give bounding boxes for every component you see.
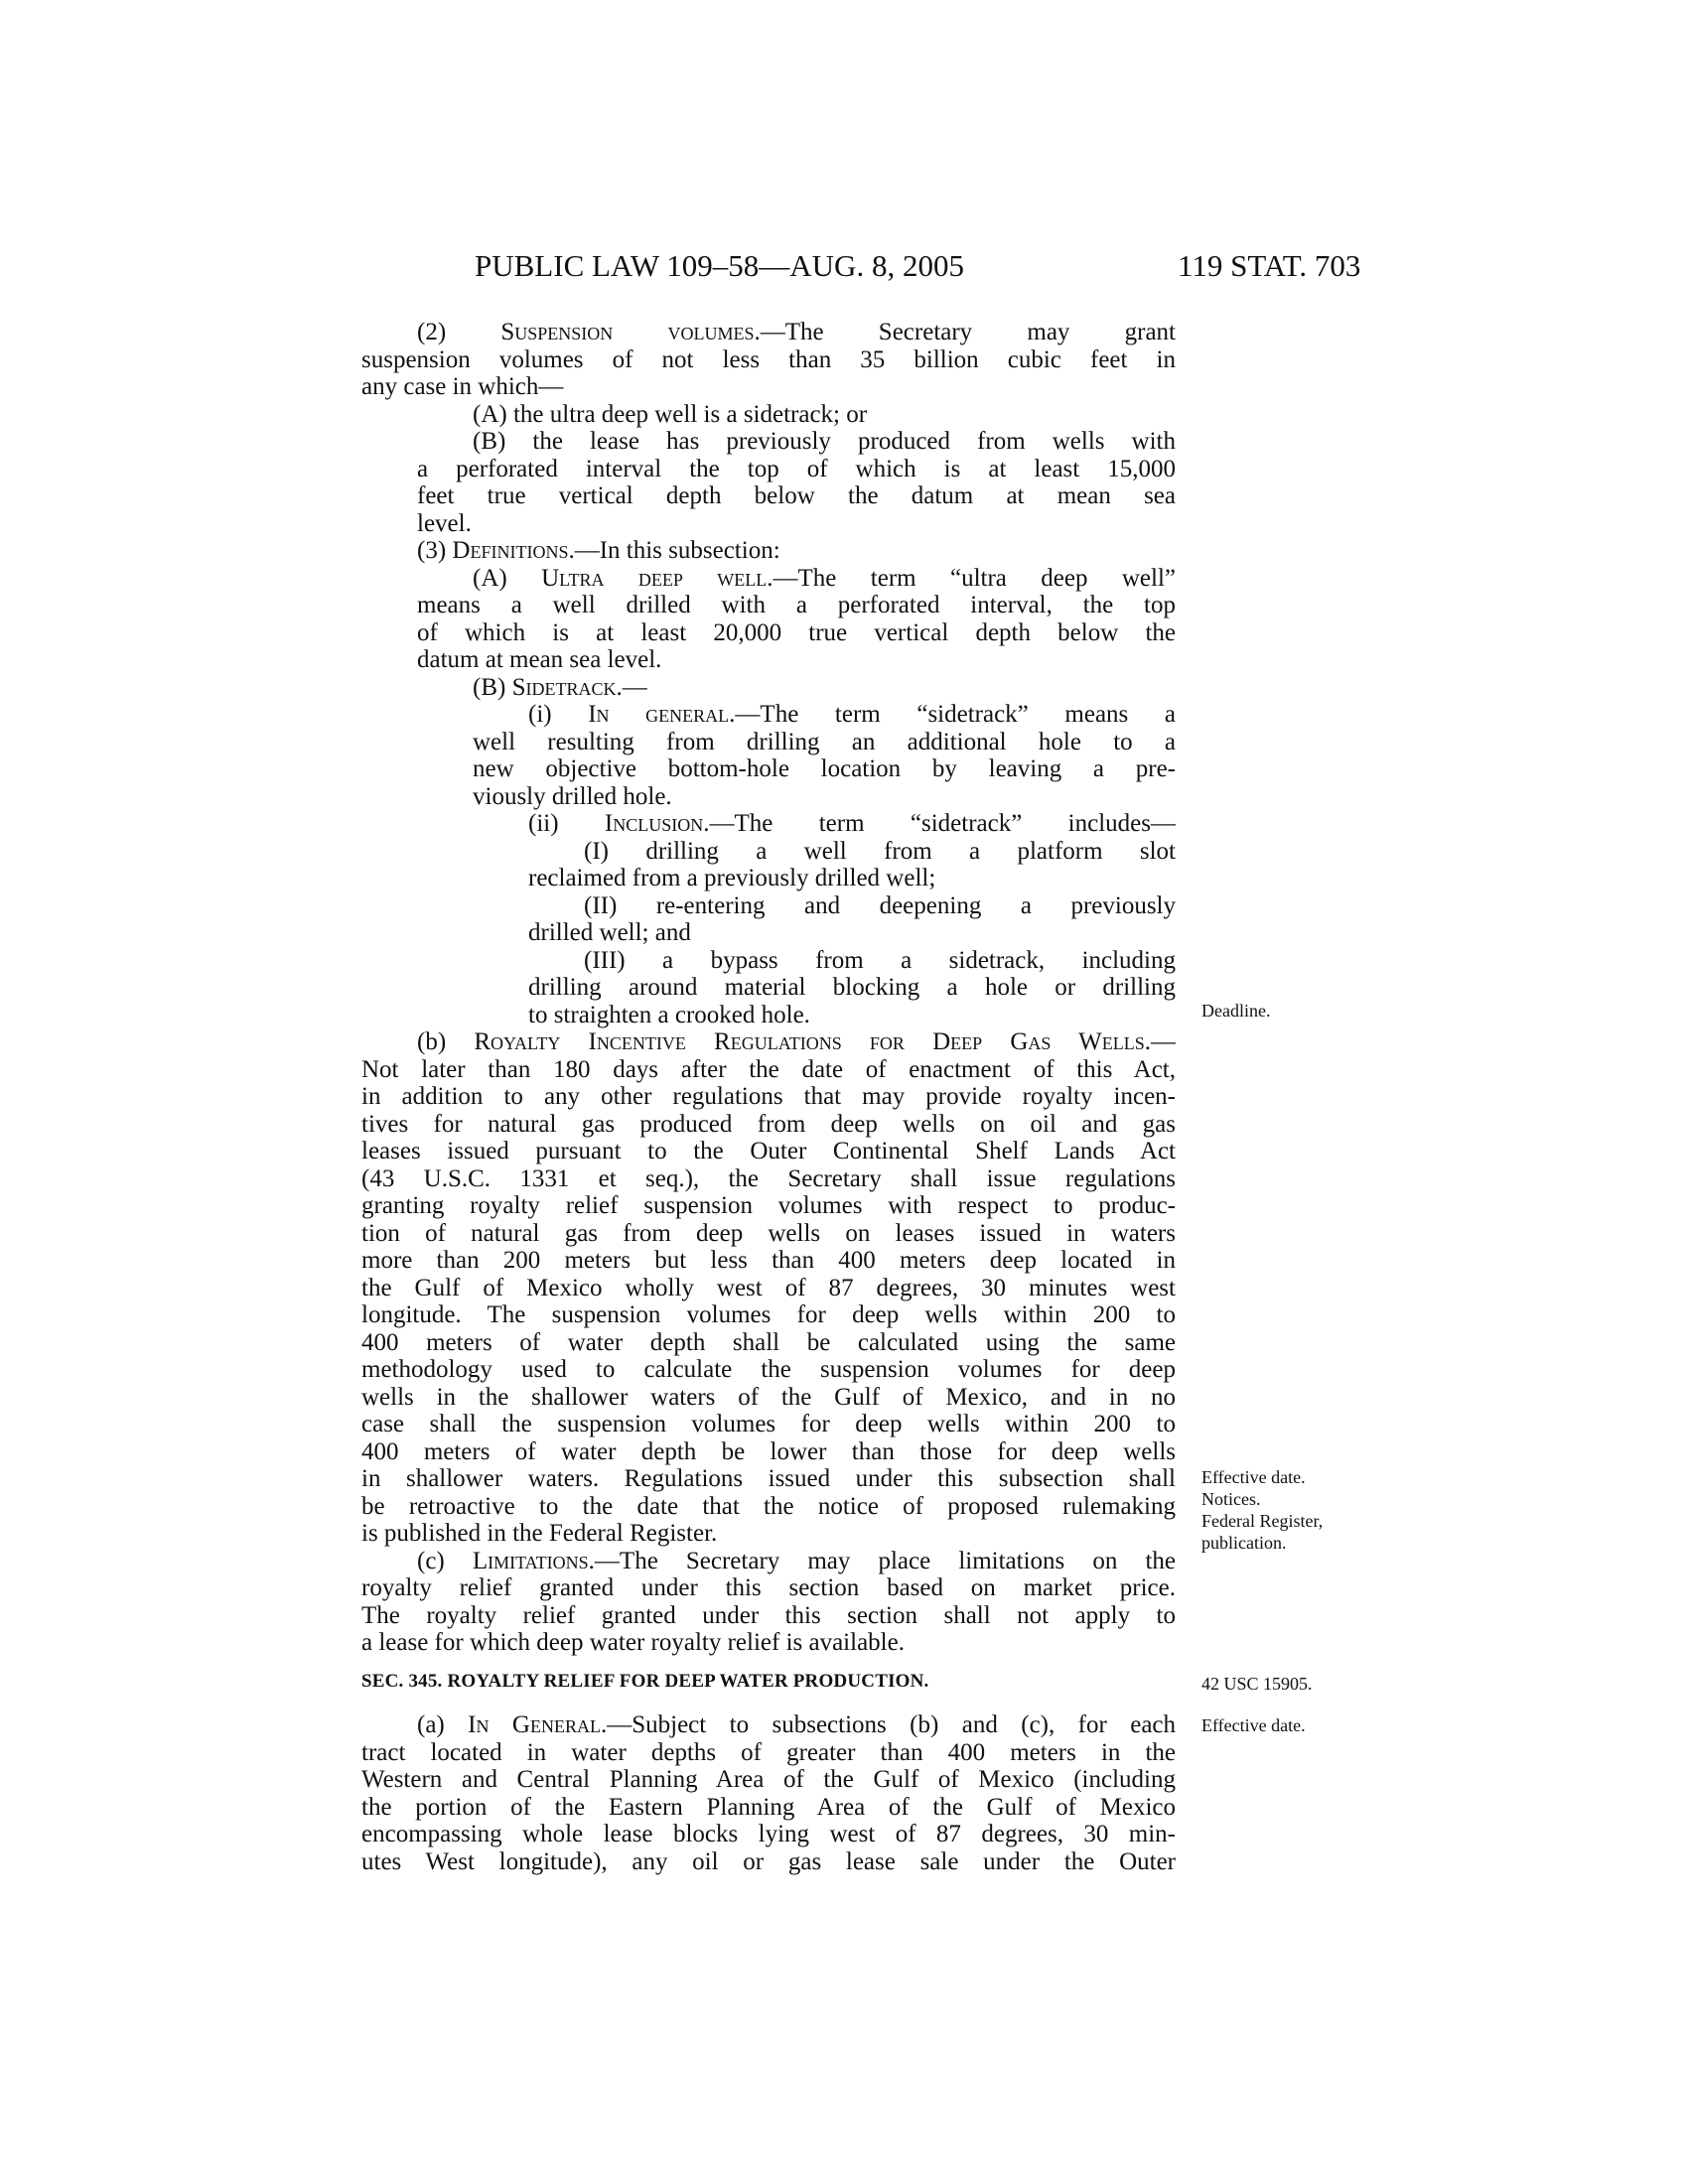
text-line xyxy=(361,1165,1176,1193)
text-line xyxy=(584,892,1176,920)
running-header-title: PUBLIC LAW 109–58—AUG. 8, 2005 xyxy=(475,248,964,283)
text-run: tives for natural gas produced from deep wells on oil and gas xyxy=(361,1110,1176,1138)
text-line xyxy=(361,1739,1176,1767)
text-line xyxy=(361,346,1176,374)
text-run: .—The term “sidetrack” means a xyxy=(729,701,1176,728)
text-run: well resulting from drilling an additional hole to a xyxy=(473,728,1176,755)
text-line xyxy=(417,319,1176,346)
text-run: the portion of the Eastern Planning Area of the Gulf of Mexico xyxy=(361,1793,1176,1821)
text-line xyxy=(528,1002,810,1029)
text-line xyxy=(417,1711,1176,1739)
text-run: to straighten a crooked hole. xyxy=(528,1001,810,1028)
text-run: (c) xyxy=(417,1547,473,1574)
small-caps-heading: Suspension volumes xyxy=(500,319,755,345)
text-line xyxy=(361,1794,1176,1822)
text-run: encompassing whole lease blocks lying west of 87 degrees, 30 min- xyxy=(361,1821,1176,1847)
text-run: .—The Secretary may grant xyxy=(754,319,1176,345)
text-run: (i) xyxy=(528,701,589,728)
text-run: of which is at least 20,000 true vertical depth below the xyxy=(417,618,1176,646)
text-run: is published in the Federal Register. xyxy=(361,1520,718,1547)
text-line xyxy=(417,1028,1176,1056)
text-run: .— xyxy=(1144,1028,1176,1055)
text-line xyxy=(417,537,780,565)
text-line xyxy=(361,1493,1176,1521)
text-run: wells in the shallower waters of the Gulf of Mexico, and in no xyxy=(361,1383,1176,1411)
text-line xyxy=(417,619,1176,647)
text-line xyxy=(361,1138,1176,1165)
text-line xyxy=(528,810,1176,838)
text-run: (2) xyxy=(417,319,501,345)
text-line xyxy=(361,1848,1176,1876)
small-caps-heading: Royalty Incentive Regulations for Deep Gas Wells xyxy=(474,1028,1145,1055)
text-run: the Gulf of Mexico wholly west of 87 degrees, 30 minutes west xyxy=(361,1274,1176,1301)
margin-note-federal-register: Federal Register, xyxy=(1201,1511,1324,1531)
text-line xyxy=(417,510,472,538)
text-line xyxy=(361,1301,1176,1329)
text-run: means a well drilled with a perforated interval, the top xyxy=(417,592,1176,618)
text-run: (II) re-entering and deepening a previously xyxy=(584,891,1176,919)
text-run: more than 200 meters but less than 400 meters deep located in xyxy=(361,1247,1176,1274)
text-line xyxy=(361,1574,1176,1602)
small-caps-heading: Ultra deep well xyxy=(541,564,768,592)
text-run: .— xyxy=(616,673,647,701)
page-number: 119 STAT. 703 xyxy=(1178,248,1361,283)
text-run: (3) xyxy=(417,537,453,564)
small-caps-heading: In general xyxy=(588,701,730,728)
text-run: any case in which— xyxy=(361,373,564,400)
text-line xyxy=(417,482,1176,510)
text-line xyxy=(361,1602,1176,1630)
text-line xyxy=(584,838,1176,866)
text-run: leases issued pursuant to the Outer Continental Shelf Lands Act xyxy=(361,1138,1176,1164)
text-line xyxy=(361,1520,717,1548)
text-run: .—In this subsection: xyxy=(568,537,780,564)
text-line xyxy=(473,674,647,702)
text-run: (A) the ultra deep well is a sidetrack; or xyxy=(473,400,868,428)
text-line xyxy=(528,701,1176,729)
text-line xyxy=(528,974,1176,1002)
margin-note-publication: publication. xyxy=(1201,1533,1287,1553)
text-run: suspension volumes of not less than 35 billion cubic feet in xyxy=(361,345,1176,373)
text-run: longitude. The suspension volumes for deep wells within 200 to xyxy=(361,1301,1176,1328)
text-line xyxy=(361,1275,1176,1302)
text-line xyxy=(473,755,1176,783)
text-line xyxy=(361,1465,1176,1493)
text-run: (A) xyxy=(473,564,542,592)
text-run: in shallower waters. Regulations issued under this subsection shall xyxy=(361,1465,1176,1492)
text-line xyxy=(361,1247,1176,1275)
text-line xyxy=(361,1083,1176,1111)
text-line xyxy=(528,919,691,947)
text-line xyxy=(417,646,661,674)
text-run: utes West longitude), any oil or gas lease sale under the Outer xyxy=(361,1847,1176,1875)
margin-note-usc-citation: 42 USC 15905. xyxy=(1201,1674,1313,1694)
margin-note-deadline: Deadline. xyxy=(1201,1001,1271,1021)
text-run: feet true vertical depth below the datum at mean sea xyxy=(417,482,1176,509)
text-run: drilling around material blocking a hole or drilling xyxy=(528,974,1176,1001)
text-run: datum at mean sea level. xyxy=(417,646,662,673)
text-run: (III) a bypass from a sidetrack, including xyxy=(584,946,1176,974)
small-caps-heading: Inclusion xyxy=(604,810,704,837)
text-run: (ii) xyxy=(528,810,605,837)
text-line xyxy=(528,865,935,892)
text-line xyxy=(361,373,563,401)
text-run: (I) drilling a well from a platform slot xyxy=(584,837,1176,865)
text-run: (a) xyxy=(417,1711,469,1738)
text-run: Not later than 180 days after the date of enactment of this Act, xyxy=(361,1055,1176,1083)
text-line xyxy=(473,428,1176,456)
text-line xyxy=(473,729,1176,756)
text-line xyxy=(361,1766,1176,1794)
text-line xyxy=(361,1438,1176,1466)
text-run: in addition to any other regulations that may provide royalty incen- xyxy=(361,1083,1176,1110)
text-line xyxy=(473,783,672,811)
text-run: .—The Secretary may place limitations on the xyxy=(588,1547,1176,1574)
text-line xyxy=(417,592,1176,619)
text-run: .—Subject to subsections (b) and (c), for each xyxy=(600,1711,1176,1738)
text-run: viously drilled hole. xyxy=(473,782,672,810)
text-run: a lease for which deep water royalty relief is available. xyxy=(361,1629,905,1656)
small-caps-heading: In General xyxy=(468,1711,601,1738)
text-run: Western and Central Planning Area of the Gulf of Mexico (including xyxy=(361,1766,1176,1793)
text-run: (43 U.S.C. 1331 et seq.), the Secretary shall issue regulations xyxy=(361,1164,1176,1192)
text-run: (B) the lease has previously produced from wells with xyxy=(473,428,1176,455)
text-line xyxy=(361,1056,1176,1084)
small-caps-heading: Definitions xyxy=(452,537,569,564)
text-run: (B) xyxy=(473,673,512,701)
text-line xyxy=(417,456,1176,483)
text-line xyxy=(417,1548,1176,1575)
text-run: level. xyxy=(417,509,472,537)
text-run: drilled well; and xyxy=(528,919,691,946)
text-line xyxy=(361,1384,1176,1412)
text-run: royalty relief granted under this section based on market price. xyxy=(361,1574,1176,1601)
text-line xyxy=(361,1411,1176,1438)
text-run: 400 meters of water depth be lower than those for deep wells xyxy=(361,1437,1176,1465)
text-line xyxy=(361,1629,905,1657)
text-line xyxy=(473,565,1176,593)
text-run: (b) xyxy=(417,1028,475,1055)
text-line xyxy=(361,1356,1176,1384)
text-line xyxy=(361,1192,1176,1220)
text-run: reclaimed from a previously drilled well; xyxy=(528,865,936,891)
margin-note-effective-date-2: Effective date. xyxy=(1201,1715,1306,1735)
text-run: case shall the suspension volumes for deep wells within 200 to xyxy=(361,1411,1176,1437)
text-line xyxy=(584,947,1176,975)
margin-note-notices: Notices. xyxy=(1201,1489,1261,1509)
text-run: The royalty relief granted under this section shall not apply to xyxy=(361,1601,1176,1629)
small-caps-heading: Sidetrack xyxy=(511,673,617,701)
text-line xyxy=(361,1329,1176,1357)
text-line xyxy=(361,1111,1176,1139)
text-run: methodology used to calculate the suspension volumes for deep xyxy=(361,1356,1176,1383)
text-run: new objective bottom-hole location by leaving a pre- xyxy=(473,755,1176,782)
text-run: 400 meters of water depth shall be calculated using the same xyxy=(361,1328,1176,1356)
text-line xyxy=(361,1821,1176,1848)
text-run: tion of natural gas from deep wells on leases issued in waters xyxy=(361,1219,1176,1247)
text-run: granting royalty relief suspension volumes with respect to produc- xyxy=(361,1192,1176,1219)
section-heading: SEC. 345. ROYALTY RELIEF FOR DEEP WATER PRODUCTION. xyxy=(361,1671,929,1692)
text-run: .—The term “sidetrack” includes— xyxy=(703,810,1176,837)
text-run: be retroactive to the date that the notice of proposed rulemaking xyxy=(361,1492,1176,1520)
text-line xyxy=(473,401,867,429)
text-run: a perforated interval the top of which is at least 15,000 xyxy=(417,455,1176,482)
text-run: tract located in water depths of greater than 400 meters in the xyxy=(361,1738,1176,1766)
margin-note-effective-date: Effective date. xyxy=(1201,1467,1306,1487)
text-line xyxy=(361,1220,1176,1248)
small-caps-heading: Limitations xyxy=(472,1547,589,1574)
text-run: .—The term “ultra deep well” xyxy=(767,564,1176,592)
